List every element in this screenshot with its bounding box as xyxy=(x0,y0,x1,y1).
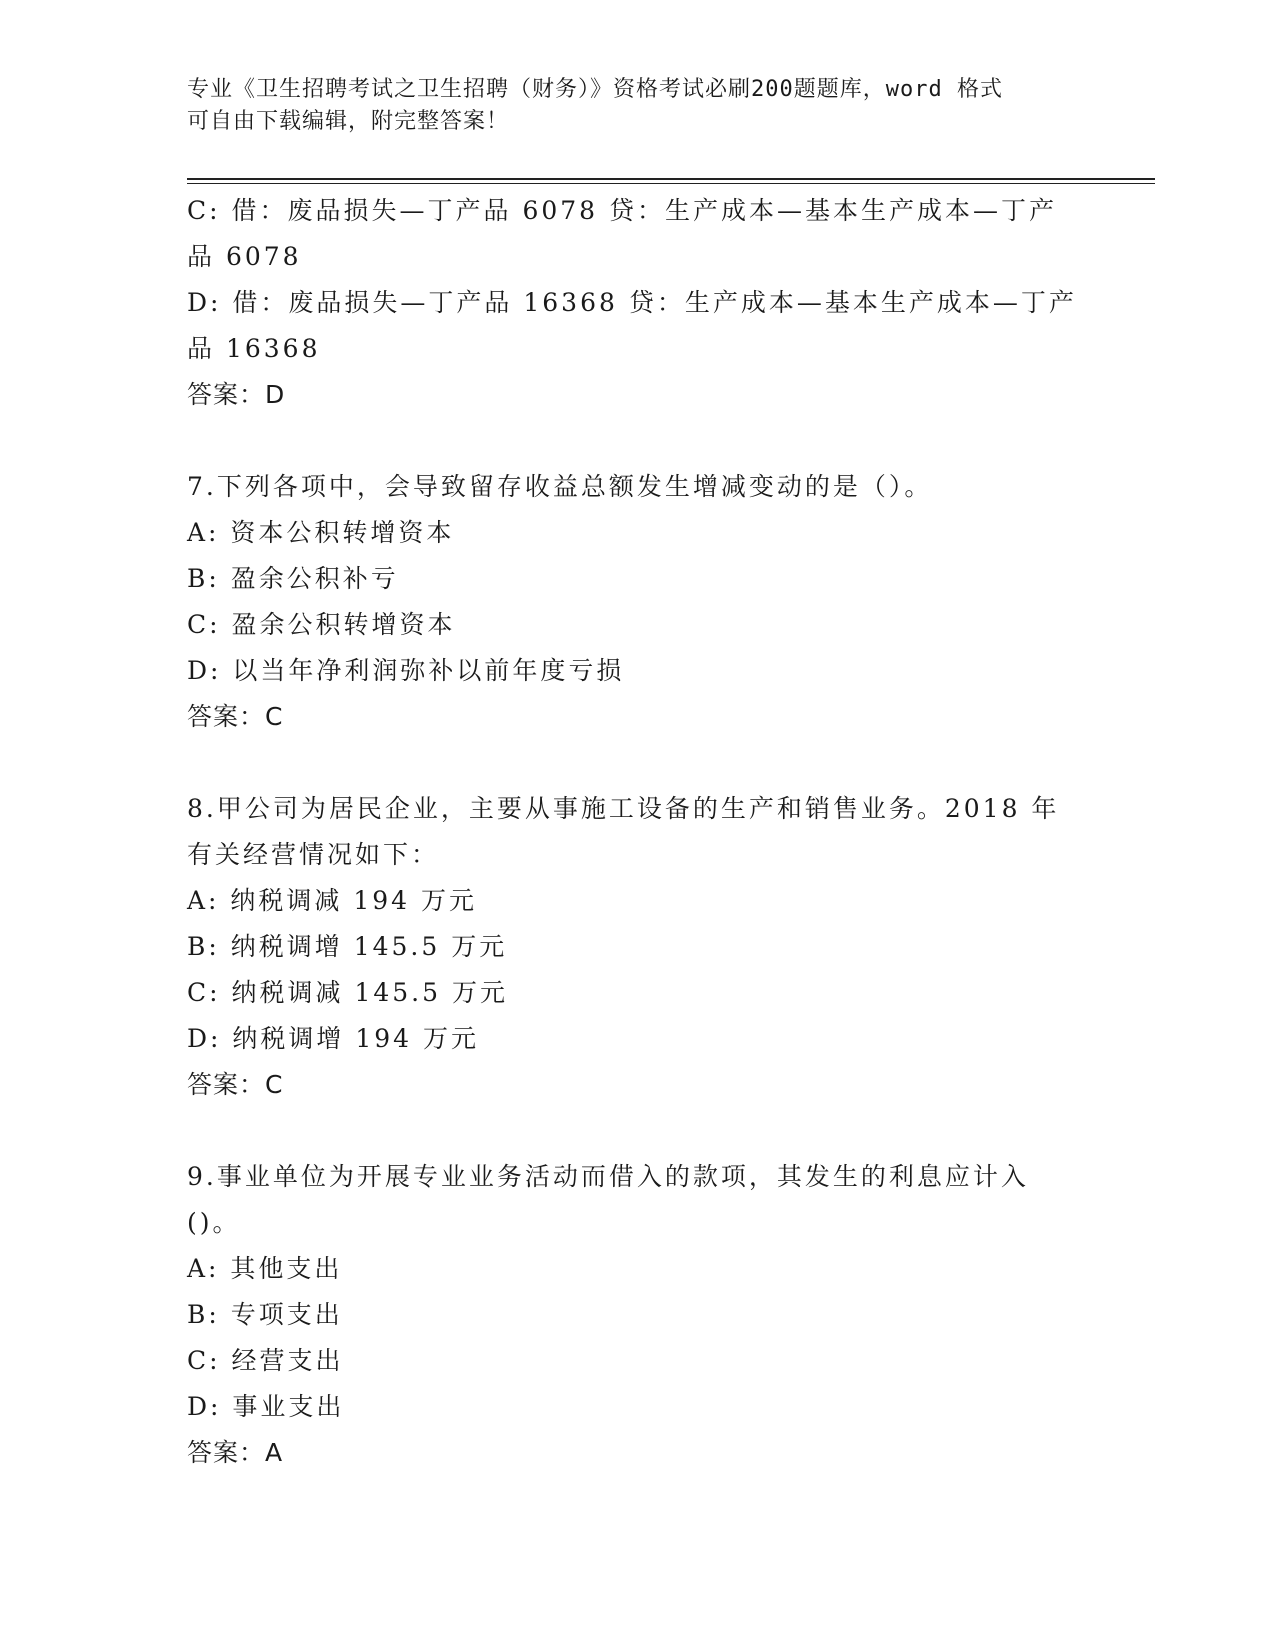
header-line-2: 可自由下载编辑，附完整答案！ xyxy=(187,109,510,134)
question-content xyxy=(187,188,1087,1476)
answer-line: 答案：D xyxy=(187,380,286,409)
option-b: B: 专项支出 xyxy=(187,1300,343,1329)
header-line-1: 专业《卫生招聘考试之卫生招聘（财务）》资格考试必刷200题题库，word 格式 xyxy=(187,77,1003,102)
question-stem-line-1: 8.甲公司为居民企业，主要从事施工设备的生产和销售业务。2018 年 xyxy=(187,794,1060,823)
question-stem: 7.下列各项中，会导致留存收益总额发生增减变动的是（）。 xyxy=(187,472,933,501)
header-divider-thick xyxy=(187,178,1155,180)
header-divider-thin xyxy=(187,183,1155,184)
question-7 xyxy=(187,464,1087,740)
option-b: B: 纳税调增 145.5 万元 xyxy=(187,932,508,961)
option-c-line-2: 品 6078 xyxy=(187,242,302,271)
question-6-tail xyxy=(187,188,1087,418)
option-a: A: 其他支出 xyxy=(187,1254,343,1283)
option-c: C: 经营支出 xyxy=(187,1346,344,1375)
option-a: A: 纳税调减 194 万元 xyxy=(187,886,478,915)
option-d: D: 纳税调增 194 万元 xyxy=(187,1024,480,1053)
option-d-line-2: 品 16368 xyxy=(187,334,321,363)
option-c: C: 纳税调减 145.5 万元 xyxy=(187,978,508,1007)
option-c-line-1: C: 借：废品损失—丁产品 6078 贷：生产成本—基本生产成本—丁产 xyxy=(187,196,1058,225)
option-a: A: 资本公积转增资本 xyxy=(187,518,455,547)
document-header xyxy=(187,74,1067,138)
spacer xyxy=(187,1108,1087,1154)
question-stem-line-2: ()。 xyxy=(187,1208,241,1237)
question-8 xyxy=(187,786,1087,1108)
option-d: D: 事业支出 xyxy=(187,1392,345,1421)
spacer xyxy=(187,740,1087,786)
option-d-line-1: D: 借：废品损失—丁产品 16368 贷：生产成本—基本生产成本—丁产 xyxy=(187,288,1077,317)
option-b: B: 盈余公积补亏 xyxy=(187,564,399,593)
question-stem-line-2: 有关经营情况如下： xyxy=(187,840,440,869)
answer-line: 答案：C xyxy=(187,1070,284,1099)
question-9 xyxy=(187,1154,1087,1476)
answer-line: 答案：A xyxy=(187,1438,284,1467)
option-c: C: 盈余公积转增资本 xyxy=(187,610,456,639)
question-stem-line-1: 9.事业单位为开展专业业务活动而借入的款项，其发生的利息应计入 xyxy=(187,1162,1029,1191)
option-d: D: 以当年净利润弥补以前年度亏损 xyxy=(187,656,625,685)
answer-line: 答案：C xyxy=(187,702,284,731)
spacer xyxy=(187,418,1087,464)
